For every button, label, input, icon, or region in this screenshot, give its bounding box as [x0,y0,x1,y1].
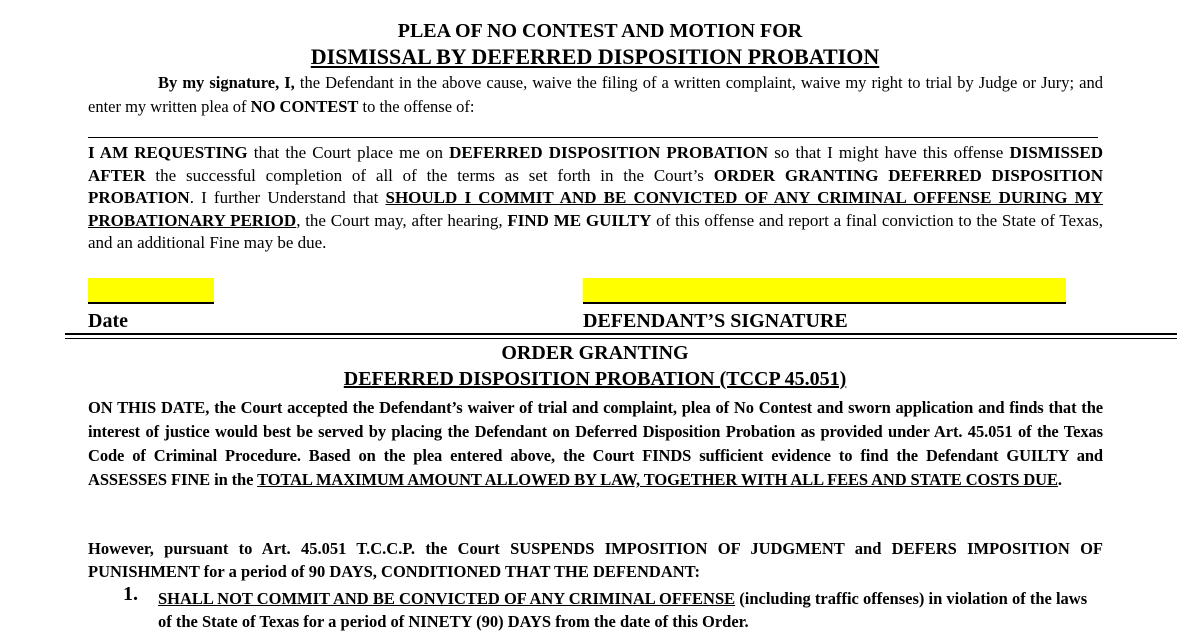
section-divider-thick [65,333,1177,335]
order-title-line2: DEFERRED DISPOSITION PROBATION (TCCP 45.051) [343,368,847,390]
req-text-1: that the Court place me on [247,143,450,162]
req-text-6: of this offense and report a final conviction to the State of Texas, and an additional Fine may be due. [88,210,1103,252]
order-end: . [1057,470,1062,489]
intro-bold: By my signature, I, [158,73,295,92]
date-signature-field[interactable] [88,278,214,304]
plea-title-line1: PLEA OF NO CONTEST AND MOTION FOR [397,20,803,42]
request-paragraph [88,142,1103,255]
req-order-granting: ORDER GRANTING DEFERRED DISPOSITION PROBATION [88,165,1104,207]
condition-1-underlined: SHALL NOT COMMIT AND BE CONVICTED OF ANY CRIMINAL OFFENSE [158,589,736,608]
condition-1-number: 1. [123,583,138,605]
intro-text: the Defendant in the above cause, waive the filing of a written complaint, waive my right to trial by Judge or Jury; and enter my written plea of [88,73,1104,116]
req-ddp: DEFERRED DISPOSITION PROBATION [449,143,769,162]
intro-end: to the offense of: [358,97,475,116]
order-text: ON THIS DATE, the Court accepted the Defendant’s waiver of trial and complaint, plea of No Contest and sworn application and finds that the interest of justice would best be served by placing the Defendant on Deferred Disposition Probation as provided under Art. 45.051 of the Texas Code of Criminal Procedure. Based on the plea entered above, the Court FINDS sufficient evidence to find the Defendant GUILTY and ASSESSES FINE in the [88,398,1103,489]
plea-intro-paragraph [88,71,1103,119]
defendant-signature-field[interactable] [583,278,1066,304]
section-divider-thin [65,338,1177,339]
intro-no-contest: NO CONTEST [250,97,359,116]
req-text-4: . I further Understand that [189,188,386,207]
order-paragraph [88,396,1103,492]
order-title-line1: ORDER GRANTING [501,342,689,364]
req-text-3: the successful completion of all of the terms as set forth in the Court’s [145,165,714,185]
req-should-i-commit: SHOULD I COMMIT AND BE CONVICTED OF ANY CRIMINAL OFFENSE DURING MY PROBATIONARY PERIOD [88,188,1103,230]
order-total-maximum: TOTAL MAXIMUM AMOUNT ALLOWED BY LAW, TOGETHER WITH ALL FEES AND STATE COSTS DUE [257,470,1058,489]
offense-blank-line[interactable] [88,137,1098,138]
req-find-me-guilty: FIND ME GUILTY [507,210,652,230]
req-dismissed-after: DISMISSED AFTER [88,143,1103,185]
req-text-2: so that I might have this offense [768,143,1010,162]
req-i-am-requesting: I AM REQUESTING [88,143,248,162]
date-label: Date [88,310,128,332]
condition-1-rest: (including traffic offenses) in violation of the laws of the State of Texas for a period of NINETY (90) DAYS from the date of this Order. [158,589,1088,631]
req-text-5: , the Court may, after hearing, [296,210,508,230]
plea-title-line2: DISMISSAL BY DEFERRED DISPOSITION PROBATION [310,44,880,69]
defendant-signature-label: DEFENDANT’S SIGNATURE [583,310,848,332]
condition-1-text [158,587,1103,633]
however-paragraph: However, pursuant to Art. 45.051 T.C.C.P. the Court SUSPENDS IMPOSITION OF JUDGMENT and DEFERS IMPOSITION OF PUNISHMENT for a period of 90 DAYS, CONDITIONED THAT THE DEFENDANT: [88,539,1103,581]
